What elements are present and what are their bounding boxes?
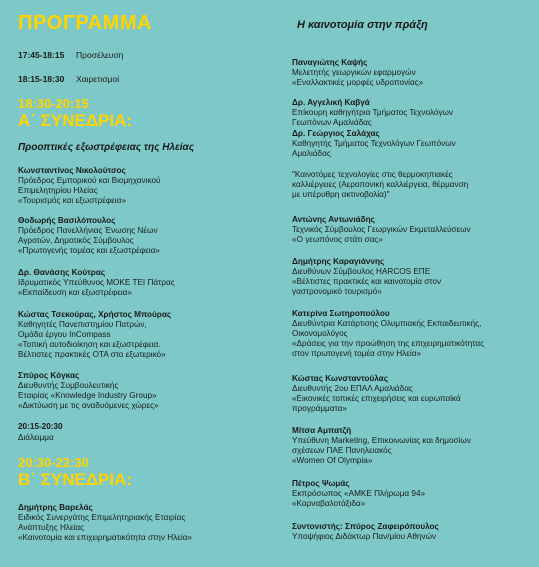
welcome-label: Χαιρετισμοί: [76, 74, 120, 84]
speaker-topic: «Καρναβαλοτάξιδα»: [292, 499, 366, 508]
speaker-name: Σπύρος Κόγκας: [18, 371, 80, 380]
speaker-role: Γεωπόνων Αμαλιάδας: [292, 118, 372, 127]
speaker-name: Θοδωρής Βασιλόπουλος: [18, 216, 116, 225]
speaker-topic: Βέλτιστες πρακτικές ΟΤΑ στο εξωτερικό»: [18, 350, 166, 359]
speaker-name: Κατερίνα Σωτηροπούλου: [292, 309, 390, 318]
speaker-role: Αγροτών, Δημοτικός Σύμβουλος: [18, 236, 134, 245]
speaker-role: Διευθύνων Σύμβουλος HARCOS ΕΠΕ: [292, 267, 431, 276]
speaker-role: Υπεύθυνη Marketing, Επικοινωνίας και δημοσίων: [292, 436, 471, 445]
speaker-role: Αμαλιάδας: [292, 149, 331, 158]
speaker-role: Ομάδα έργου InCompass: [18, 330, 111, 339]
speaker-topic: «Ο γεωπόνος στάτι σας»: [292, 235, 383, 244]
speaker-name: Αντώνης Αντωνιάδης: [292, 215, 375, 224]
welcome-time: 18:15-18:30: [18, 74, 65, 84]
speaker-topic: προγράμματα»: [292, 404, 347, 413]
session2-time: 20:30-22:30: [18, 455, 89, 470]
right-column-title: Η καινοτομία στην πράξη: [297, 19, 428, 31]
speaker-name: Δημήτρης Καραγιάννης: [292, 257, 385, 266]
speaker-topic: στον πρωτογενή τομέα στην Ηλεία»: [292, 349, 422, 358]
break-label: Διάλειμμα: [18, 433, 54, 442]
arrival-label: Προσέλευση: [76, 50, 124, 60]
speaker-topic: «Τουρισμός και εξωστρέφεια»: [18, 196, 126, 205]
speaker-role: Διευθυντής Συμβουλευτικής: [18, 381, 119, 390]
session1-time: 18:30-20:15: [18, 96, 89, 111]
speaker-topic: «Δράσεις για την προώθηση της επιχειρηματικότητας: [292, 339, 485, 348]
speaker-name: Πέτρος Ψωμάς: [292, 479, 350, 488]
speaker-topic: «Women Of Olympia»: [292, 456, 373, 465]
speaker-role: Ειδικός Συνεργάτης Επιμελητηριακής Εταιρίας: [18, 513, 186, 522]
speaker-topic: "Καινοτόμες τεχνολογίες στις θερμοκηπιακές: [292, 170, 453, 179]
speaker-role: Επίκουρη καθηγήτρια Τμήματος Τεχνολόγων: [292, 108, 453, 117]
speaker-topic: με υπέρυθρη ακτινοβολία)": [292, 190, 390, 199]
speaker-role: Τεχνικός Σύμβουλος Γεωργικών Εκμεταλλεύσεων: [292, 225, 471, 234]
speaker-role: σχέσεων ΠΑΕ Πανηλειακός: [292, 446, 392, 455]
speaker-role: Ιδρυματικός Υπεύθυνος ΜΟΚΕ ΤΕΙ Πάτρας: [18, 278, 175, 287]
speaker-topic: «Δικτύωση με τις αναδυόμενες χώρες»: [18, 401, 159, 410]
speaker-topic: γαστρονομικό τουρισμό»: [292, 287, 382, 296]
session2-label: Β΄ ΣΥΝΕΔΡΙΑ:: [18, 470, 133, 489]
speaker-role: Καθηγητής Τμήματος Τεχνολόγων Γεωπόνων: [292, 139, 456, 148]
program-title: ΠΡΟΓΡΑΜΜΑ: [18, 12, 152, 34]
speaker-topic: «Βέλτιστες πρακτικές και καινοτομία στον: [292, 277, 442, 286]
speaker-role: Ανάπτυξης Ηλείας: [18, 523, 85, 532]
speaker-role: Διευθυντής 2ου ΕΠΑΛ Αμαλιάδας: [292, 384, 413, 393]
speaker-topic: «Καινοτομία και επιχειρηματικότητα στην Ηλεία»: [18, 533, 192, 542]
speaker-role: Επιμελητηρίου Ηλείας: [18, 186, 98, 195]
speaker-role: Εκπρόσωπος «ΑΜΚΕ Πλήρωμα 94»: [292, 489, 426, 498]
speaker-name: Κωνσταντίνος Νικολούτσος: [18, 166, 126, 175]
speaker-role: Πρόεδρος Πανελλήνιας Ένωσης Νέων: [18, 226, 158, 235]
speaker-name: Κώστας Κωνσταντούλας: [292, 374, 388, 383]
coordinator-label: Συντονιστής: Σπύρος Ζαφειρόπουλος: [292, 522, 439, 531]
speaker-role: Εταιρίας «Knowledge Industry Group»: [18, 391, 157, 400]
session1-label: Α΄ ΣΥΝΕΔΡΙΑ:: [18, 111, 133, 130]
coordinator-role: Υποψήφιος Διδάκτωρ Παν/μίου Αθηνών: [292, 532, 437, 541]
speaker-topic: «Πρωτογενής τομέας και εξωστρέφεια»: [18, 246, 160, 255]
speaker-role: Μελετητής γεωργικών εφαρμογών: [292, 68, 416, 77]
speaker-name: Παναγιώτης Καψής: [292, 58, 368, 67]
speaker-name: Μίτσα Αμπατζή: [292, 426, 352, 435]
speaker-topic: «Εκπαίδευση και εξωστρέφεια»: [18, 288, 132, 297]
speaker-topic: «Εικονικές τοπικές επιχειρήσεις και ευρωπαϊκά: [292, 394, 461, 403]
speaker-role: Οικονομολόγος: [292, 329, 348, 338]
session1-theme: Προοπτικές εξωστρέφειας της Ηλείας: [18, 142, 195, 153]
speaker-role: Διευθύντρια Κατάρτισης Ολυμπιακής Εκπαιδευτικής,: [292, 319, 482, 328]
speaker-name: Δρ. Θανάσης Κούτρας: [18, 268, 106, 277]
speaker-name: Κώστας Τσεκούρας, Χρήστος Μπούρας: [18, 310, 172, 319]
speaker-topic: καλλιέργειες (Αεροπονική καλλιέργεια, θέρμανση: [292, 180, 469, 189]
arrival-time: 17:45-18:15: [18, 50, 65, 60]
speaker-role: Καθηγητές Πανεπιστημίου Πατρών,: [18, 320, 147, 329]
speaker-role: Πρόεδρος Εμπορικού και Βιομηχανικού: [18, 176, 161, 185]
break-time: 20:15-20:30: [18, 422, 63, 431]
speaker-name: Δρ. Γεώργιος Σαλάχας: [292, 129, 380, 138]
speaker-topic: «Εναλλακτικές μορφές υδροπονίας»: [292, 78, 424, 87]
speaker-topic: «Τοπική αυτοδιοίκηση και εξωστρέφεια.: [18, 340, 161, 349]
speaker-name: Δρ. Αγγελική Καβγά: [292, 98, 370, 107]
speaker-name: Δημήτρης Βαρελάς: [18, 503, 93, 512]
